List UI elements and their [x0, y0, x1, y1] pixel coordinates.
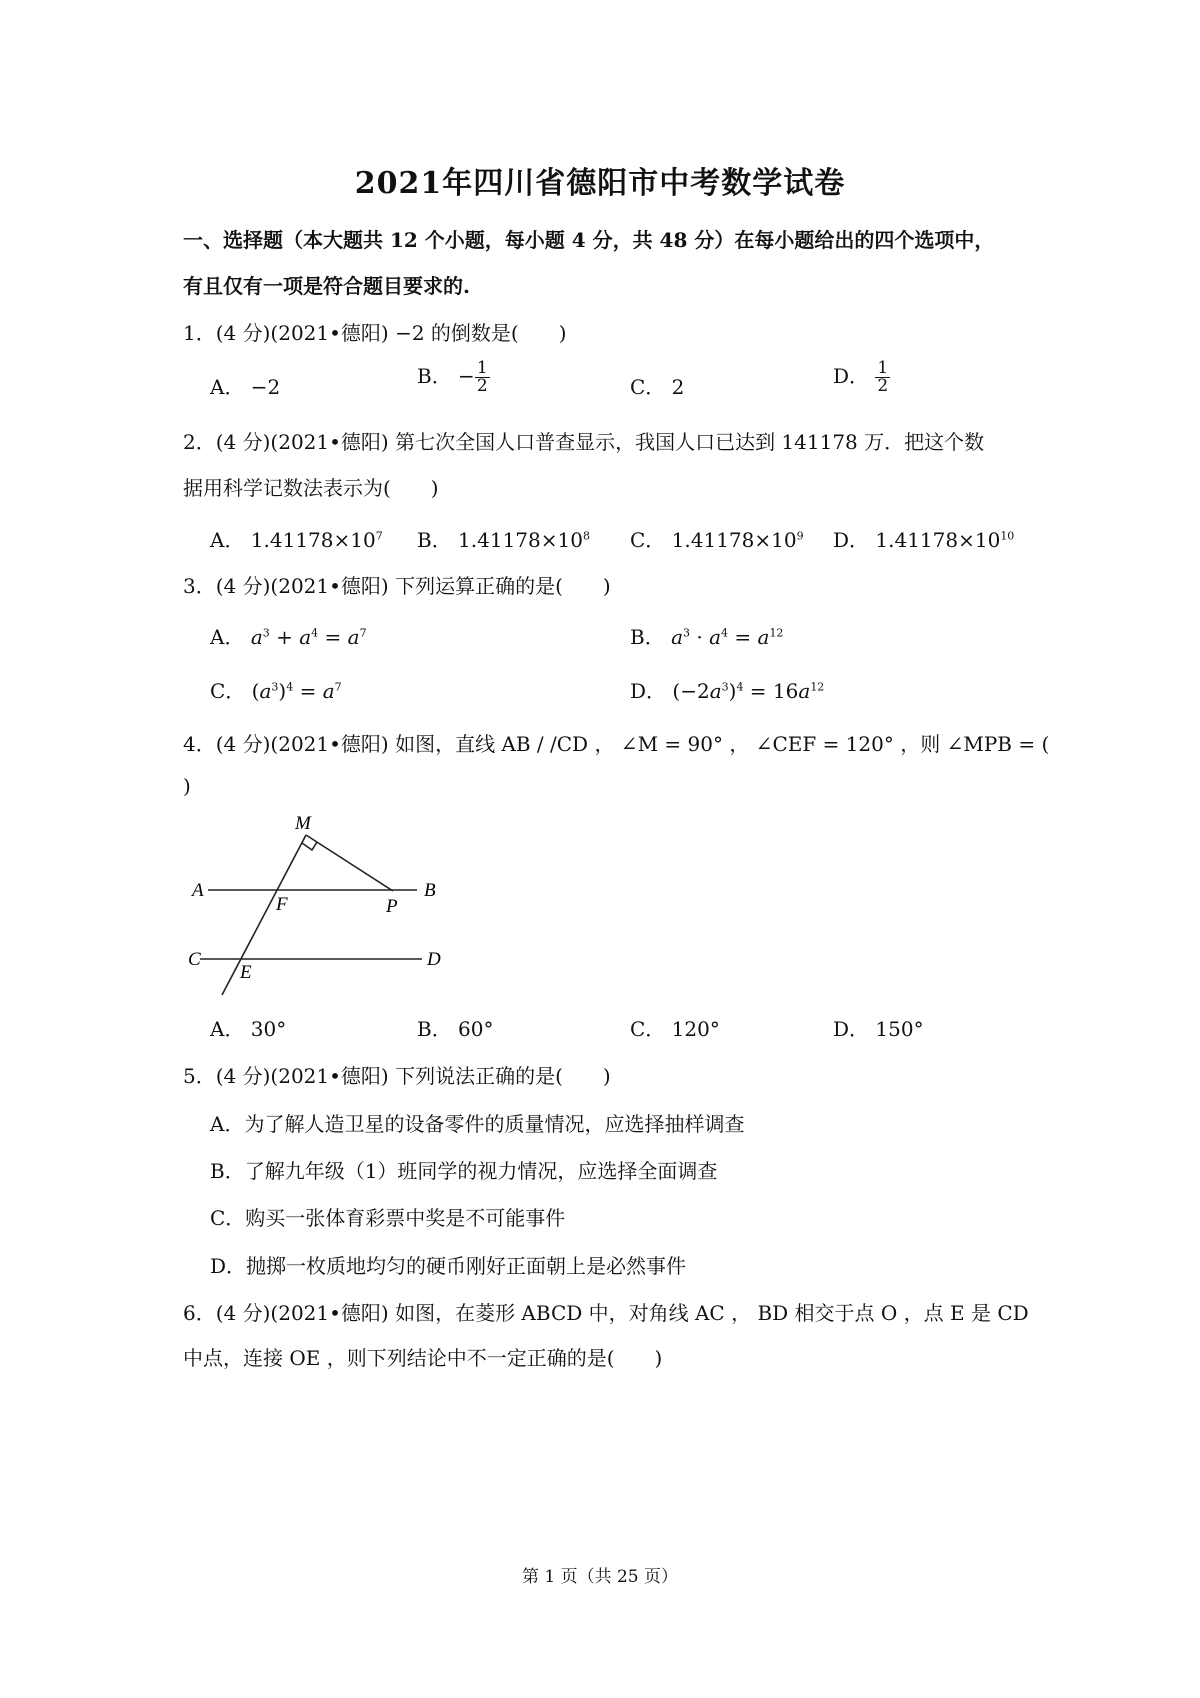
question-4-stem-line1: 4．(4 分)(2021•德阳) 如图，直线 AB / /CD ， ∠M = 90° ， ∠CEF = 120° ，则 ∠MPB = ( [183, 732, 1050, 756]
question-3-option-a: A． $a^3 + a^4 = a^7$ [210, 625, 367, 649]
question-5-option-b: B．了解九年级（1）班同学的视力情况，应选择全面调查 [210, 1159, 718, 1183]
question-4-option-a: A． 30° [210, 1017, 287, 1041]
question-2-option-d: D． $1.41178\times 10^{10}$ [833, 528, 1015, 552]
question-1-option-d [833, 360, 890, 395]
question-4-option-c: C． 120° [630, 1017, 720, 1041]
question-3-option-c: C． $(a^3)^4 = a^7$ [210, 679, 342, 703]
fraction-one-half: $\frac{1}{2}$ [476, 358, 488, 396]
question-4-stem-line2: ) [183, 774, 191, 798]
question-6-stem-line2: 中点，连接 OE ，则下列结论中不一定正确的是( ) [183, 1346, 663, 1370]
question-5-option-a: A．为了解人造卫星的设备零件的质量情况，应选择抽样调查 [210, 1112, 745, 1136]
question-1-option-b-prefix: B． − [417, 364, 475, 388]
label-f: F [276, 894, 288, 915]
question-1-option-b [417, 360, 490, 395]
label-e: E [240, 962, 252, 983]
segment-mp [306, 835, 393, 891]
question-1-option-d-prefix: D． [833, 364, 876, 388]
page-footer: 第 1 页（共 25 页） [521, 1567, 679, 1587]
question-2-stem-line1: 2．(4 分)(2021•德阳) 第七次全国人口普查显示，我国人口已达到 141178 万．把这个数 [183, 430, 985, 454]
line-me [222, 835, 306, 995]
label-m: M [295, 813, 311, 834]
question-6-stem-line1: 6．(4 分)(2021•德阳) 如图，在菱形 ABCD 中，对角线 AC ， BD 相交于点 O ，点 E 是 CD [183, 1301, 1029, 1325]
label-b: B [424, 880, 436, 901]
question-3-option-d: D． $(-2a^3)^4 = 16a^{12}$ [630, 679, 825, 703]
section-heading-line1: 一、选择题（本大题共 12 个小题，每小题 4 分，共 48 分）在每小题给出的四个选项中， [183, 228, 995, 252]
label-p: P [386, 896, 398, 917]
question-3-option-b: B． $a^3 \cdot a^4 = a^{12}$ [630, 625, 784, 649]
label-a: A [192, 880, 204, 901]
question-1-option-a: A． −2 [210, 375, 281, 399]
fraction-one-half: $\frac{1}{2}$ [877, 358, 889, 396]
label-c: C [188, 949, 201, 970]
question-4-option-b: B． 60° [417, 1017, 494, 1041]
label-d: D [427, 949, 441, 970]
question-1-option-c: C． 2 [630, 375, 685, 399]
question-2-stem-line2: 据用科学记数法表示为( ) [183, 476, 439, 500]
question-1-stem: 1．(4 分)(2021•德阳) −2 的倒数是( ) [183, 321, 567, 345]
question-3-stem: 3．(4 分)(2021•德阳) 下列运算正确的是( ) [183, 574, 611, 598]
question-5-option-c: C．购买一张体育彩票中奖是不可能事件 [210, 1206, 566, 1230]
question-4-figure [180, 805, 460, 1005]
page-title: 2021年四川省德阳市中考数学试卷 [354, 166, 846, 201]
question-5-option-d: D．抛掷一枚质地均匀的硬币刚好正面朝上是必然事件 [210, 1254, 687, 1278]
right-angle-mark [302, 842, 317, 850]
question-2-option-a: A． $1.41178\times 10^7$ [210, 528, 383, 552]
question-2-option-c: C． $1.41178\times 10^9$ [630, 528, 804, 552]
question-2-option-b: B． $1.41178\times 10^8$ [417, 528, 590, 552]
question-4-option-d: D． 150° [833, 1017, 924, 1041]
section-heading-line2: 有且仅有一项是符合题目要求的. [183, 274, 470, 298]
question-5-stem: 5．(4 分)(2021•德阳) 下列说法正确的是( ) [183, 1064, 611, 1088]
